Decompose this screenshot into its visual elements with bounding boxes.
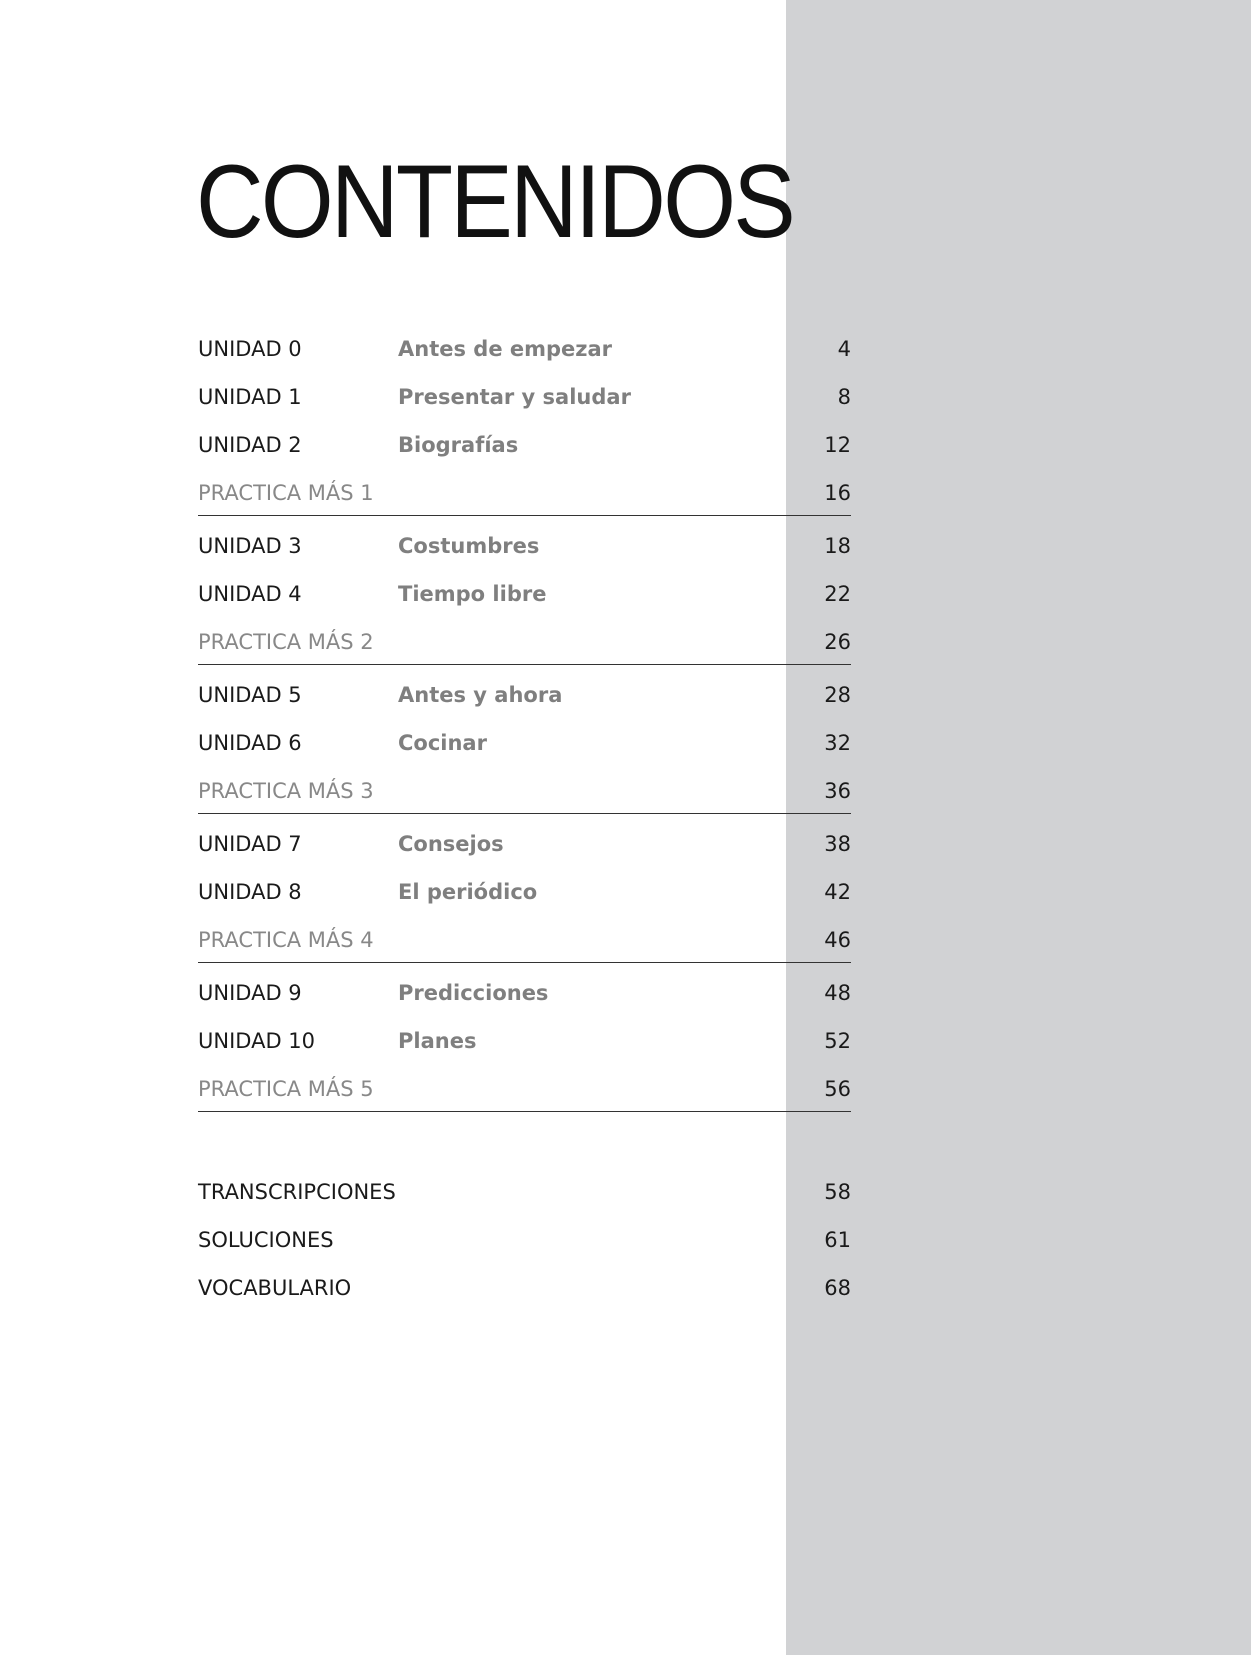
unit-label: UNIDAD 1 (198, 385, 302, 409)
page-number: 58 (824, 1180, 851, 1204)
unit-topic: Predicciones (398, 981, 549, 1005)
unit-topic: Planes (398, 1029, 477, 1053)
toc-group-2 (198, 522, 851, 665)
page-number: 28 (824, 683, 851, 707)
page-number: 52 (824, 1029, 851, 1053)
toc-row-practica-1[interactable] (198, 469, 851, 516)
unit-topic: Costumbres (398, 534, 540, 558)
toc-row-transcripciones[interactable] (198, 1168, 851, 1216)
unit-label: UNIDAD 4 (198, 582, 302, 606)
page-number: 48 (824, 981, 851, 1005)
practice-label: PRACTICA MÁS 4 (198, 928, 374, 952)
practice-label: PRACTICA MÁS 1 (198, 481, 374, 505)
unit-label: UNIDAD 8 (198, 880, 302, 904)
toc-row-unidad-9[interactable] (198, 969, 851, 1017)
unit-label: UNIDAD 7 (198, 832, 302, 856)
toc-row-unidad-8[interactable] (198, 868, 851, 916)
page-number: 12 (824, 433, 851, 457)
practice-label: PRACTICA MÁS 2 (198, 630, 374, 654)
page-number: 22 (824, 582, 851, 606)
page-number: 26 (824, 630, 851, 654)
page-number: 68 (824, 1276, 851, 1300)
page-number: 42 (824, 880, 851, 904)
unit-label: UNIDAD 5 (198, 683, 302, 707)
unit-label: UNIDAD 2 (198, 433, 302, 457)
unit-label: UNIDAD 6 (198, 731, 302, 755)
page-number: 8 (837, 385, 851, 409)
toc-row-practica-4[interactable] (198, 916, 851, 963)
page-title: CONTENIDOS (196, 144, 794, 260)
page-number: 18 (824, 534, 851, 558)
toc-row-unidad-4[interactable] (198, 570, 851, 618)
toc-row-unidad-10[interactable] (198, 1017, 851, 1065)
unit-topic: Biografías (398, 433, 519, 457)
toc-row-practica-3[interactable] (198, 767, 851, 814)
side-panel (786, 0, 1251, 1655)
toc-row-unidad-5[interactable] (198, 671, 851, 719)
appendix-label: TRANSCRIPCIONES (198, 1180, 396, 1204)
appendix-list (198, 1168, 851, 1312)
unit-label: UNIDAD 10 (198, 1029, 316, 1053)
toc-row-practica-2[interactable] (198, 618, 851, 665)
unit-label: UNIDAD 0 (198, 337, 302, 361)
page-number: 32 (824, 731, 851, 755)
page-number: 36 (824, 779, 851, 803)
page-number: 16 (824, 481, 851, 505)
unit-topic: El periódico (398, 880, 538, 904)
toc-row-unidad-3[interactable] (198, 522, 851, 570)
toc-row-soluciones[interactable] (198, 1216, 851, 1264)
page-number: 4 (837, 337, 851, 361)
page-number: 38 (824, 832, 851, 856)
table-of-contents (198, 325, 851, 1112)
toc-row-unidad-6[interactable] (198, 719, 851, 767)
page-number: 61 (824, 1228, 851, 1252)
unit-topic: Cocinar (398, 731, 487, 755)
unit-topic: Consejos (398, 832, 504, 856)
toc-row-vocabulario[interactable] (198, 1264, 851, 1312)
practice-label: PRACTICA MÁS 3 (198, 779, 374, 803)
unit-label: UNIDAD 3 (198, 534, 302, 558)
practice-label: PRACTICA MÁS 5 (198, 1077, 374, 1101)
unit-topic: Antes de empezar (398, 337, 613, 361)
appendix-label: VOCABULARIO (198, 1276, 352, 1300)
unit-topic: Presentar y saludar (398, 385, 631, 409)
toc-row-unidad-0[interactable] (198, 325, 851, 373)
unit-label: UNIDAD 9 (198, 981, 302, 1005)
toc-group-4 (198, 820, 851, 963)
toc-group-1 (198, 325, 851, 516)
toc-row-practica-5[interactable] (198, 1065, 851, 1112)
toc-row-unidad-1[interactable] (198, 373, 851, 421)
page-number: 46 (824, 928, 851, 952)
unit-topic: Antes y ahora (398, 683, 563, 707)
unit-topic: Tiempo libre (398, 582, 547, 606)
toc-group-3 (198, 671, 851, 814)
toc-row-unidad-7[interactable] (198, 820, 851, 868)
page-number: 56 (824, 1077, 851, 1101)
appendix-label: SOLUCIONES (198, 1228, 334, 1252)
toc-group-5 (198, 969, 851, 1112)
toc-row-unidad-2[interactable] (198, 421, 851, 469)
